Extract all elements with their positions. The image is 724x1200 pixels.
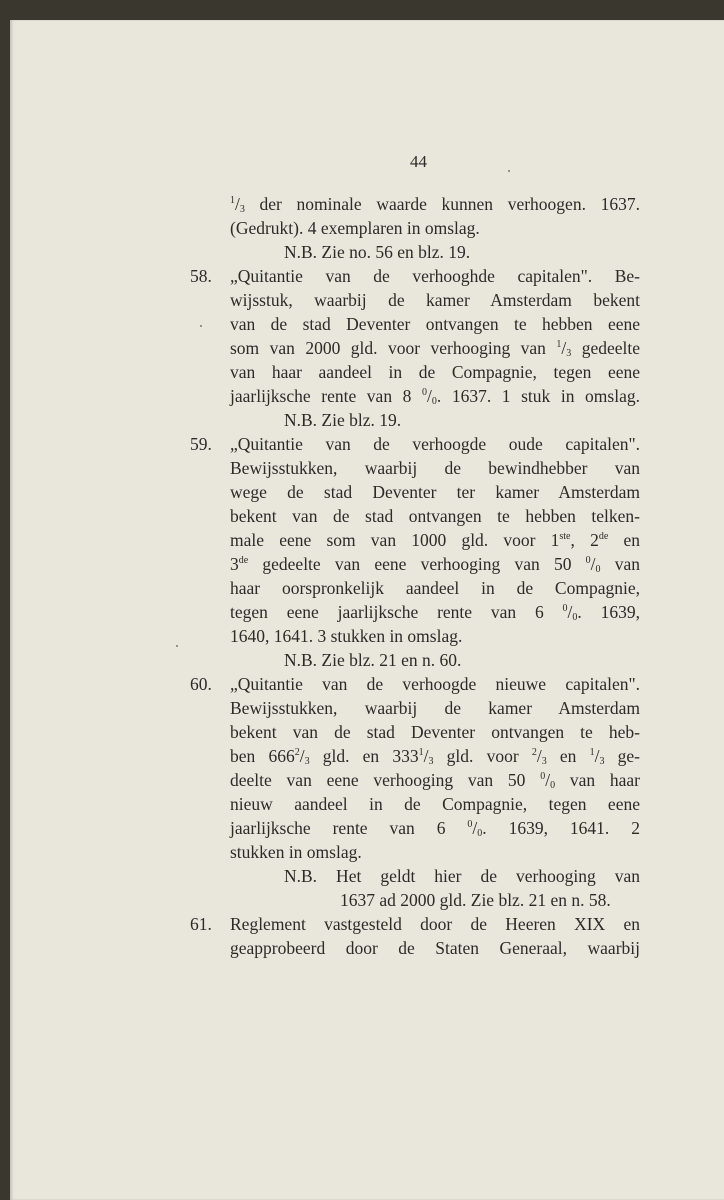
entry-number: 58. [190,266,212,286]
text-line: Reglement vastgesteld door de Heeren XIX en [230,914,640,934]
text-line: bekent van de stad ontvangen te hebben telken- [230,506,640,526]
nb-note: N.B. Het geldt hier de verhooging van [284,866,640,886]
paper-speck [508,170,510,172]
text-line: som van 2000 gld. voor verhooging van $^1/_3$ gedeelte [230,338,640,359]
text-line: $^1/_3$ der nominale waarde kunnen verhoogen. 1637. [230,194,640,215]
text-line: ben $666^2/_3$ gld. en $333^1/_3$ gld. voor $^2/_3$ en $^1/_3$ ge- [230,746,640,767]
text-line: 1640, 1641. 3 stukken in omslag. [230,626,463,646]
nb-note: N.B. Zie blz. 21 en n. 60. [284,650,462,670]
text-line: van haar aandeel in de Compagnie, tegen eene [230,362,640,382]
text-line: Bewijsstukken, waarbij de bewindhebber van [230,458,640,478]
text-line: van de stad Deventer ontvangen te hebben eene [230,314,640,334]
page-number: 44 [410,152,427,171]
text-line: jaarlijksche rente van 8 $^0/_0$. 1637. 1 stuk in omslag. [230,386,640,407]
text-line: jaarlijksche rente van 6 $^0/_0$. 1639, 1641. 2 [230,818,640,839]
text-line: „Quitantie van de verhoogde nieuwe capitalen". [230,674,640,694]
text-line: geapprobeerd door de Staten Generaal, waarbij [230,938,640,958]
nb-note: 1637 ad 2000 gld. Zie blz. 21 en n. 58. [340,890,611,910]
text-line: „Quitantie van de verhooghde capitalen". Be- [230,266,640,286]
text-line: (Gedrukt). 4 exemplaren in omslag. [230,218,480,238]
entry-number: 61. [190,914,212,934]
text-line: haar oorspronkelijk aandeel in de Compagnie, [230,578,640,598]
text-line: bekent van de stad Deventer ontvangen te heb- [230,722,640,742]
entry-number: 60. [190,674,212,694]
text-line: „Quitantie van de verhoogde oude capitalen". [230,434,640,454]
text-line: nieuw aandeel in de Compagnie, tegen eene [230,794,640,814]
text-line: stukken in omslag. [230,842,362,862]
entry-number: 59. [190,434,212,454]
text-line: deelte van eene verhooging van 50 $^0/_0$ van haar [230,770,640,791]
paper-speck [200,325,202,327]
text-line: tegen eene jaarlijksche rente van 6 $^0/_0$. 1639, [230,602,640,623]
paper-speck [176,645,178,647]
nb-note: N.B. Zie no. 56 en blz. 19. [284,242,471,262]
nb-note: N.B. Zie blz. 19. [284,410,402,430]
text-line: 3de gedeelte van eene verhooging van 50 $^0/_0$ van [230,554,640,575]
text-line: Bewijsstukken, waarbij de kamer Amsterdam [230,698,640,718]
text-line: wege de stad Deventer ter kamer Amsterdam [230,482,640,502]
text-line: wijsstuk, waarbij de kamer Amsterdam bekent [230,290,640,310]
text-line: male eene som van 1000 gld. voor 1ste, 2de en [230,530,640,550]
